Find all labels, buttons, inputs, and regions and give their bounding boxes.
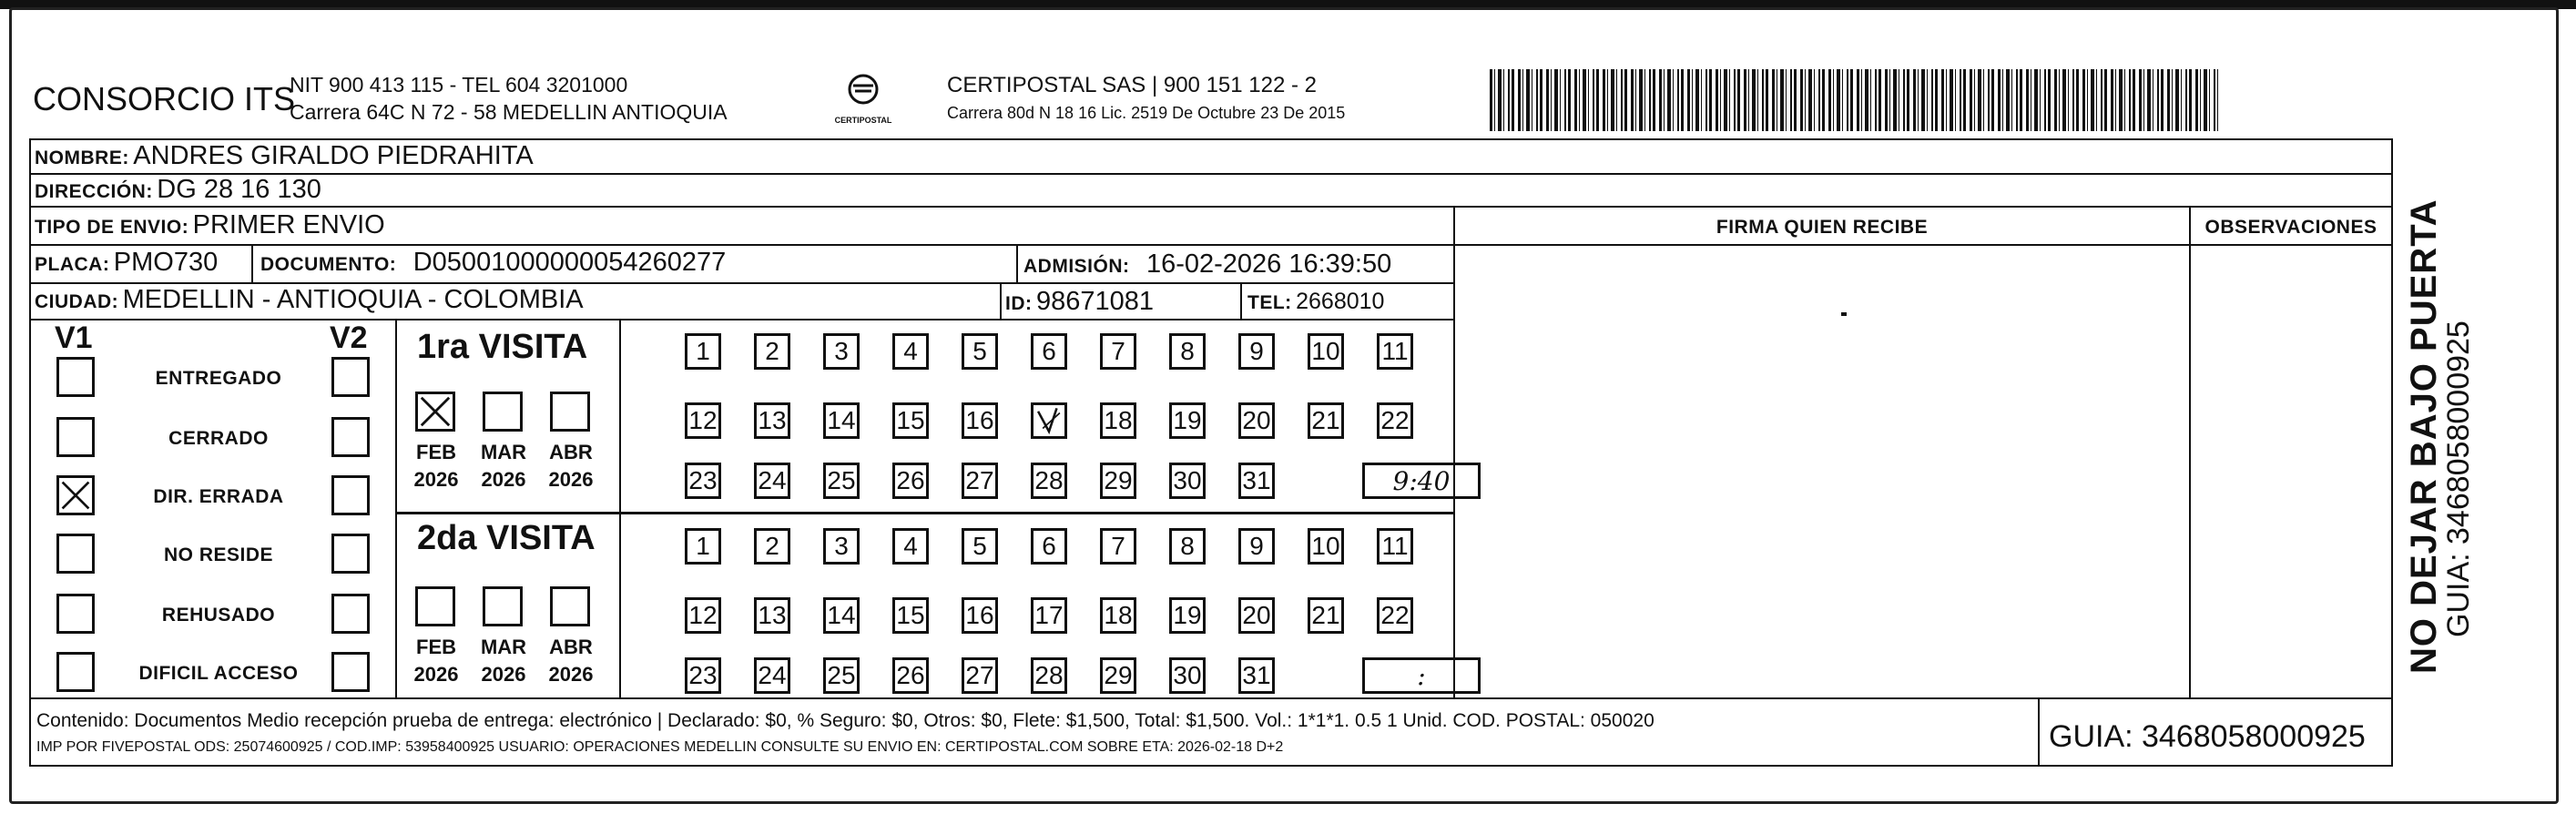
- status-v2-checkbox[interactable]: [331, 475, 370, 515]
- status-label: DIFICIL ACCESO: [138, 663, 299, 684]
- day-checkbox[interactable]: 21: [1308, 402, 1344, 439]
- day-checkbox[interactable]: 20: [1238, 597, 1275, 634]
- time-field[interactable]: 9:40: [1362, 463, 1481, 499]
- day-checkbox[interactable]: 9: [1238, 528, 1275, 565]
- day-checkbox[interactable]: 18: [1100, 597, 1136, 634]
- day-checkbox[interactable]: 27: [962, 657, 998, 694]
- placa-label: PLACA:: [35, 254, 110, 275]
- day-checkbox[interactable]: 14: [823, 597, 860, 634]
- admision-field: [1023, 249, 1391, 280]
- day-checkbox[interactable]: 13: [754, 402, 790, 439]
- tipo-value: PRIMER ENVIO: [192, 210, 385, 239]
- day-checkbox[interactable]: 22: [1377, 402, 1413, 439]
- side-text: [2404, 164, 2477, 674]
- day-checkbox[interactable]: 8: [1169, 333, 1206, 370]
- day-checkbox[interactable]: 11: [1377, 333, 1413, 370]
- status-label: CERRADO: [168, 428, 269, 449]
- month-label: MAR 2026: [480, 636, 527, 686]
- day-checkbox[interactable]: 31: [1238, 463, 1275, 499]
- day-checkbox[interactable]: 3: [823, 528, 860, 565]
- id-value: 98671081: [1035, 287, 1154, 316]
- placa-field: [35, 248, 218, 278]
- day-checkbox[interactable]: 31: [1238, 657, 1275, 694]
- certipostal-line2: Carrera 80d N 18 16 Lic. 2519 De Octubre 23 De 2015: [947, 104, 1346, 122]
- day-checkbox[interactable]: 26: [892, 463, 929, 499]
- status-v1-checkbox[interactable]: [56, 594, 95, 634]
- ink-dot: [1841, 312, 1847, 316]
- certipostal-line1: CERTIPOSTAL SAS | 900 151 122 - 2: [947, 73, 1317, 97]
- day-checkbox[interactable]: 1: [685, 333, 721, 370]
- placa-value: PMO730: [113, 248, 219, 277]
- logo-text: CERTIPOSTAL: [834, 116, 892, 125]
- ciudad-field: [35, 285, 584, 315]
- day-checkbox[interactable]: 15: [892, 402, 929, 439]
- day-checkbox[interactable]: 29: [1100, 657, 1136, 694]
- day-checkbox[interactable]: 5: [962, 333, 998, 370]
- day-checkbox[interactable]: 19: [1169, 402, 1206, 439]
- day-checkbox[interactable]: 12: [685, 402, 721, 439]
- day-checkbox[interactable]: 24: [754, 463, 790, 499]
- status-v2-checkbox[interactable]: [331, 594, 370, 634]
- side-warning: NO DEJAR BAJO PUERTA: [2404, 198, 2444, 674]
- day-checkbox[interactable]: 2: [754, 333, 790, 370]
- day-checkbox[interactable]: 14: [823, 402, 860, 439]
- day-checkbox[interactable]: 25: [823, 463, 860, 499]
- documento-field: [260, 248, 726, 278]
- day-checkbox[interactable]: 21: [1308, 597, 1344, 634]
- month-checkbox[interactable]: [483, 586, 523, 626]
- direccion-label: DIRECCIÓN:: [35, 181, 153, 202]
- envelope-icon: [830, 71, 896, 111]
- status-v1-checkbox[interactable]: [56, 534, 95, 574]
- day-checkbox[interactable]: 5: [962, 528, 998, 565]
- day-checkbox[interactable]: 23: [685, 463, 721, 499]
- ciudad-value: MEDELLIN - ANTIOQUIA - COLOMBIA: [122, 285, 584, 314]
- day-checkbox[interactable]: 13: [754, 597, 790, 634]
- footer-line1: Contenido: Documentos Medio recepción prueba de entrega: electrónico | Declarado: $0, % Seguro: $0, Otros: $0, Flete: $1,500, Total: $1,500. Vol.: 1*1*1. 0.5 1 Unid. COD. POSTAL: 050020: [36, 710, 1655, 731]
- day-checkbox[interactable]: 4: [892, 528, 929, 565]
- day-checkbox[interactable]: 16: [962, 402, 998, 439]
- v1-header: V1: [55, 321, 93, 355]
- day-checkbox[interactable]: 28: [1031, 657, 1067, 694]
- day-checkbox[interactable]: 11: [1377, 528, 1413, 565]
- footer-line2: IMP POR FIVEPOSTAL ODS: 25074600925 / COD.IMP: 53958400925 USUARIO: OPERACIONES MEDELLIN CONSULTE SU ENVIO EN: CERTIPOSTAL.COM SOBRE ETA: 2026-02-18 D+2: [36, 739, 1284, 755]
- day-checkbox[interactable]: 2: [754, 528, 790, 565]
- day-checkbox[interactable]: 15: [892, 597, 929, 634]
- observaciones-header: OBSERVACIONES: [2204, 217, 2377, 238]
- day-checkbox[interactable]: [1031, 402, 1067, 439]
- month-label: ABR 2026: [548, 636, 594, 686]
- day-checkbox[interactable]: 9: [1238, 333, 1275, 370]
- tel-label: TEL:: [1247, 292, 1292, 313]
- status-column-divider: [395, 319, 397, 699]
- v2-header: V2: [330, 321, 368, 355]
- day-checkbox[interactable]: 16: [962, 597, 998, 634]
- day-checkbox[interactable]: 18: [1100, 402, 1136, 439]
- status-label: DIR. ERRADA: [153, 486, 284, 507]
- month-checkbox[interactable]: [415, 586, 455, 626]
- day-checkbox[interactable]: 24: [754, 657, 790, 694]
- status-v1-checkbox[interactable]: [56, 357, 95, 397]
- day-checkbox[interactable]: 23: [685, 657, 721, 694]
- day-checkbox[interactable]: 22: [1377, 597, 1413, 634]
- nombre-field: [35, 141, 534, 171]
- day-checkbox[interactable]: 29: [1100, 463, 1136, 499]
- company-name: CONSORCIO ITS: [33, 80, 296, 117]
- day-checkbox[interactable]: 28: [1031, 463, 1067, 499]
- tel-value: 2668010: [1296, 289, 1385, 314]
- month-label: FEB 2026: [413, 441, 459, 491]
- nombre-value: ANDRES GIRALDO PIEDRAHITA: [133, 141, 534, 170]
- day-checkbox[interactable]: 6: [1031, 528, 1067, 565]
- visit2-title: 2da VISITA: [417, 519, 596, 557]
- day-checkbox[interactable]: 4: [892, 333, 929, 370]
- month-checkbox[interactable]: [415, 392, 455, 432]
- day-checkbox[interactable]: 26: [892, 657, 929, 694]
- calendar-divider: [619, 319, 621, 699]
- nombre-label: NOMBRE:: [35, 148, 129, 168]
- company-address: Carrera 64C N 72 - 58 MEDELLIN ANTIOQUIA: [290, 100, 728, 124]
- day-checkbox[interactable]: 8: [1169, 528, 1206, 565]
- status-v2-checkbox[interactable]: [331, 417, 370, 457]
- tipo-field: [35, 210, 385, 240]
- check-mark-icon: [1033, 405, 1064, 436]
- firma-header: FIRMA QUIEN RECIBE: [1716, 217, 1929, 238]
- day-checkbox[interactable]: 7: [1100, 333, 1136, 370]
- direccion-value: DG 28 16 130: [157, 175, 321, 204]
- tipo-label: TIPO DE ENVIO:: [35, 217, 189, 238]
- day-checkbox[interactable]: 30: [1169, 463, 1206, 499]
- time-field[interactable]: :: [1362, 657, 1481, 694]
- day-checkbox[interactable]: 20: [1238, 402, 1275, 439]
- day-checkbox[interactable]: 7: [1100, 528, 1136, 565]
- visit-row-divider: [395, 512, 1455, 514]
- day-checkbox[interactable]: 3: [823, 333, 860, 370]
- status-label: REHUSADO: [161, 605, 276, 626]
- month-checkbox[interactable]: [483, 392, 523, 432]
- ciudad-label: CIUDAD:: [35, 291, 119, 312]
- admision-label: ADMISIÓN:: [1023, 256, 1130, 277]
- status-v1-checkbox[interactable]: [56, 652, 95, 692]
- day-checkbox[interactable]: 27: [962, 463, 998, 499]
- admision-value: 16-02-2026 16:39:50: [1145, 249, 1392, 279]
- day-checkbox[interactable]: 25: [823, 657, 860, 694]
- status-label: NO RESIDE: [163, 544, 274, 565]
- documento-label: DOCUMENTO:: [260, 254, 397, 275]
- status-v2-checkbox[interactable]: [331, 534, 370, 574]
- month-label: ABR 2026: [548, 441, 594, 491]
- id-label: ID:: [1005, 293, 1033, 314]
- day-checkbox[interactable]: 10: [1308, 528, 1344, 565]
- month-label: FEB 2026: [413, 636, 459, 686]
- side-guia: GUIA: 3468058000925: [2441, 321, 2476, 637]
- status-label: ENTREGADO: [155, 368, 282, 389]
- barcode: [1490, 69, 2218, 131]
- status-v1-checkbox[interactable]: [56, 475, 95, 515]
- x-mark-icon: [59, 478, 92, 513]
- day-checkbox[interactable]: 19: [1169, 597, 1206, 634]
- status-v2-checkbox[interactable]: [331, 357, 370, 397]
- day-checkbox[interactable]: 10: [1308, 333, 1344, 370]
- month-checkbox[interactable]: [550, 586, 590, 626]
- tel-field: [1247, 289, 1384, 315]
- month-label: MAR 2026: [480, 441, 527, 491]
- status-v2-checkbox[interactable]: [331, 652, 370, 692]
- documento-value: D05001000000054260277: [412, 248, 727, 277]
- id-field: [1005, 287, 1154, 317]
- footer-guia: GUIA: 3468058000925: [2049, 719, 2366, 754]
- direccion-field: [35, 175, 321, 205]
- day-checkbox[interactable]: 1: [685, 528, 721, 565]
- month-checkbox[interactable]: [550, 392, 590, 432]
- company-nit: NIT 900 413 115 - TEL 604 3201000: [290, 73, 628, 97]
- observaciones-area: [2189, 244, 2393, 699]
- day-checkbox[interactable]: 30: [1169, 657, 1206, 694]
- visit1-title: 1ra VISITA: [417, 328, 588, 366]
- certipostal-logo: [830, 71, 896, 135]
- x-mark-icon: [418, 394, 453, 429]
- day-checkbox[interactable]: 6: [1031, 333, 1067, 370]
- row-direccion: [29, 173, 2393, 208]
- firma-area: [1453, 244, 2191, 699]
- day-checkbox[interactable]: 17: [1031, 597, 1067, 634]
- day-checkbox[interactable]: 12: [685, 597, 721, 634]
- status-v1-checkbox[interactable]: [56, 417, 95, 457]
